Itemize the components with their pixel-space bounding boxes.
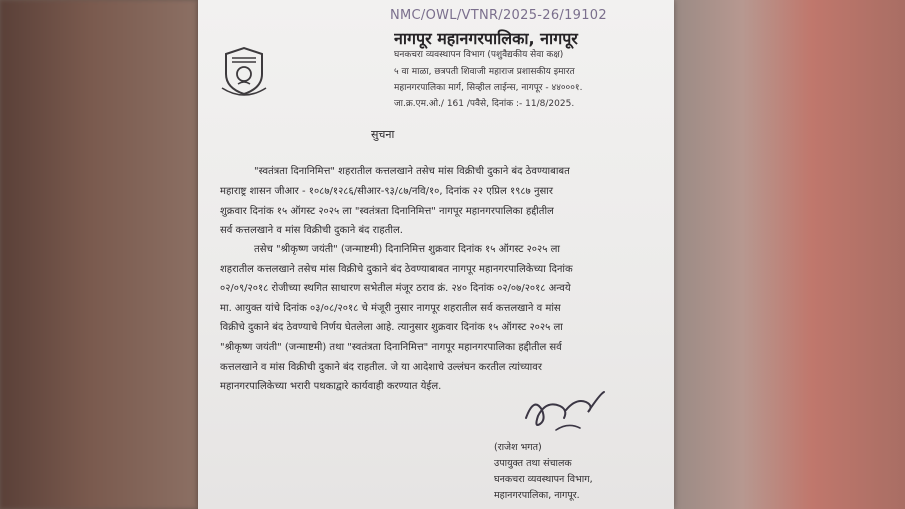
notice-line: शुक्रवार दिनांक १५ ऑगस्ट २०२५ ला "स्वतंत्रता दिनानिमित्त" नागपूर महानगरपालिका हद्दीतील (220, 206, 554, 217)
letterhead-reference-line: जा.क्र.एम.ओ./ 161 /पवैसे, दिनांक :- 11/8/2025. (394, 99, 575, 109)
background-left-blur (0, 0, 200, 509)
letterhead-title: नागपूर महानगरपालिका, नागपूर (394, 29, 578, 48)
notice-title: सुचना (371, 128, 395, 141)
notice-line: "श्रीकृष्ण जयंती" (जन्माष्टमी) तथा "स्वतंत्रता दिनानिमित्त" नागपूर महानगरपालिका हद्दीतील सर्व (220, 342, 562, 353)
notice-line: तसेच "श्रीकृष्ण जयंती" (जन्माष्टमी) दिनानिमित्त शुक्रवार दिनांक १५ ऑगस्ट २०२५ ला (254, 244, 560, 255)
notice-line: सर्व कत्तलखाने व मांस विक्रीची दुकाने बंद राहतील. (220, 225, 403, 236)
notice-line: "स्वतंत्रता दिनानिमित्त" शहरातील कत्तलखाने तसेच मांस विक्रीची दुकाने बंद ठेवण्याबाबत (254, 166, 570, 177)
handwritten-reference-number: NMC/OWL/VTNR/2025-26/19102 (390, 8, 607, 23)
notice-line: कत्तलखाने व मांस विक्रीची दुकाने बंद राहतील. जे या आदेशाचे उल्लंघन करतील त्यांच्यावर (220, 362, 542, 373)
handwritten-signature (516, 388, 606, 438)
notice-line: मा. आयुक्त यांचे दिनांक ०३/०८/२०१८ चे मंजूरी नुसार नागपूर शहरातील सर्व कत्तलखाने व मांस (220, 303, 561, 314)
signatory-name: (राजेश भगत) (494, 442, 542, 453)
signatory-office: महानगरपालिका, नागपूर. (494, 490, 580, 501)
notice-line: महाराष्ट्र शासन जीआर - १०८७/१२८६/सीआर-९३/८७/नवि/१०, दिनांक २२ एप्रिल १९८७ नुसार (220, 186, 553, 197)
notice-line: शहरातील कत्तलखाने तसेच मांस विक्रीचे दुकाने बंद ठेवण्याबाबत नागपूर महानगरपालिकेच्या दिनांक (220, 264, 573, 275)
signatory-designation: उपायुक्त तथा संचालक (494, 458, 572, 469)
letterhead-address-2: महानगरपालिका मार्ग, सिव्हील लाईन्स, नागपूर - ४४०००१. (394, 83, 583, 93)
notice-line: विक्रीचे दुकाने बंद ठेवण्याचे निर्णय घेतलेला आहे. त्यानुसार शुक्रवार दिनांक १५ ऑगस्ट २०२५ ला (220, 322, 563, 333)
signatory-department: घनकचरा व्यवस्थापन विभाग, (494, 474, 593, 485)
nmc-emblem-icon (220, 44, 268, 96)
letterhead-address-1: ५ वा माळा, छत्रपती शिवाजी महाराज प्रशासकीय इमारत (394, 67, 575, 77)
notice-line: ०२/०९/२०१८ रोजीच्या स्थगित साधारण सभेतील मंजूर ठराव क्रं. २४० दिनांक ०२/०७/२०१८ अन्वये (220, 283, 571, 294)
notice-line: महानगरपालिकेच्या भरारी पथकाद्वारे कार्यवाही करण्यात येईल. (220, 381, 442, 392)
notice-document (198, 0, 674, 509)
letterhead-department: घनकचरा व्यवस्थापन विभाग (पशुवैद्यकीय सेवा कक्ष) (394, 50, 564, 60)
background-right-blur (673, 0, 905, 509)
